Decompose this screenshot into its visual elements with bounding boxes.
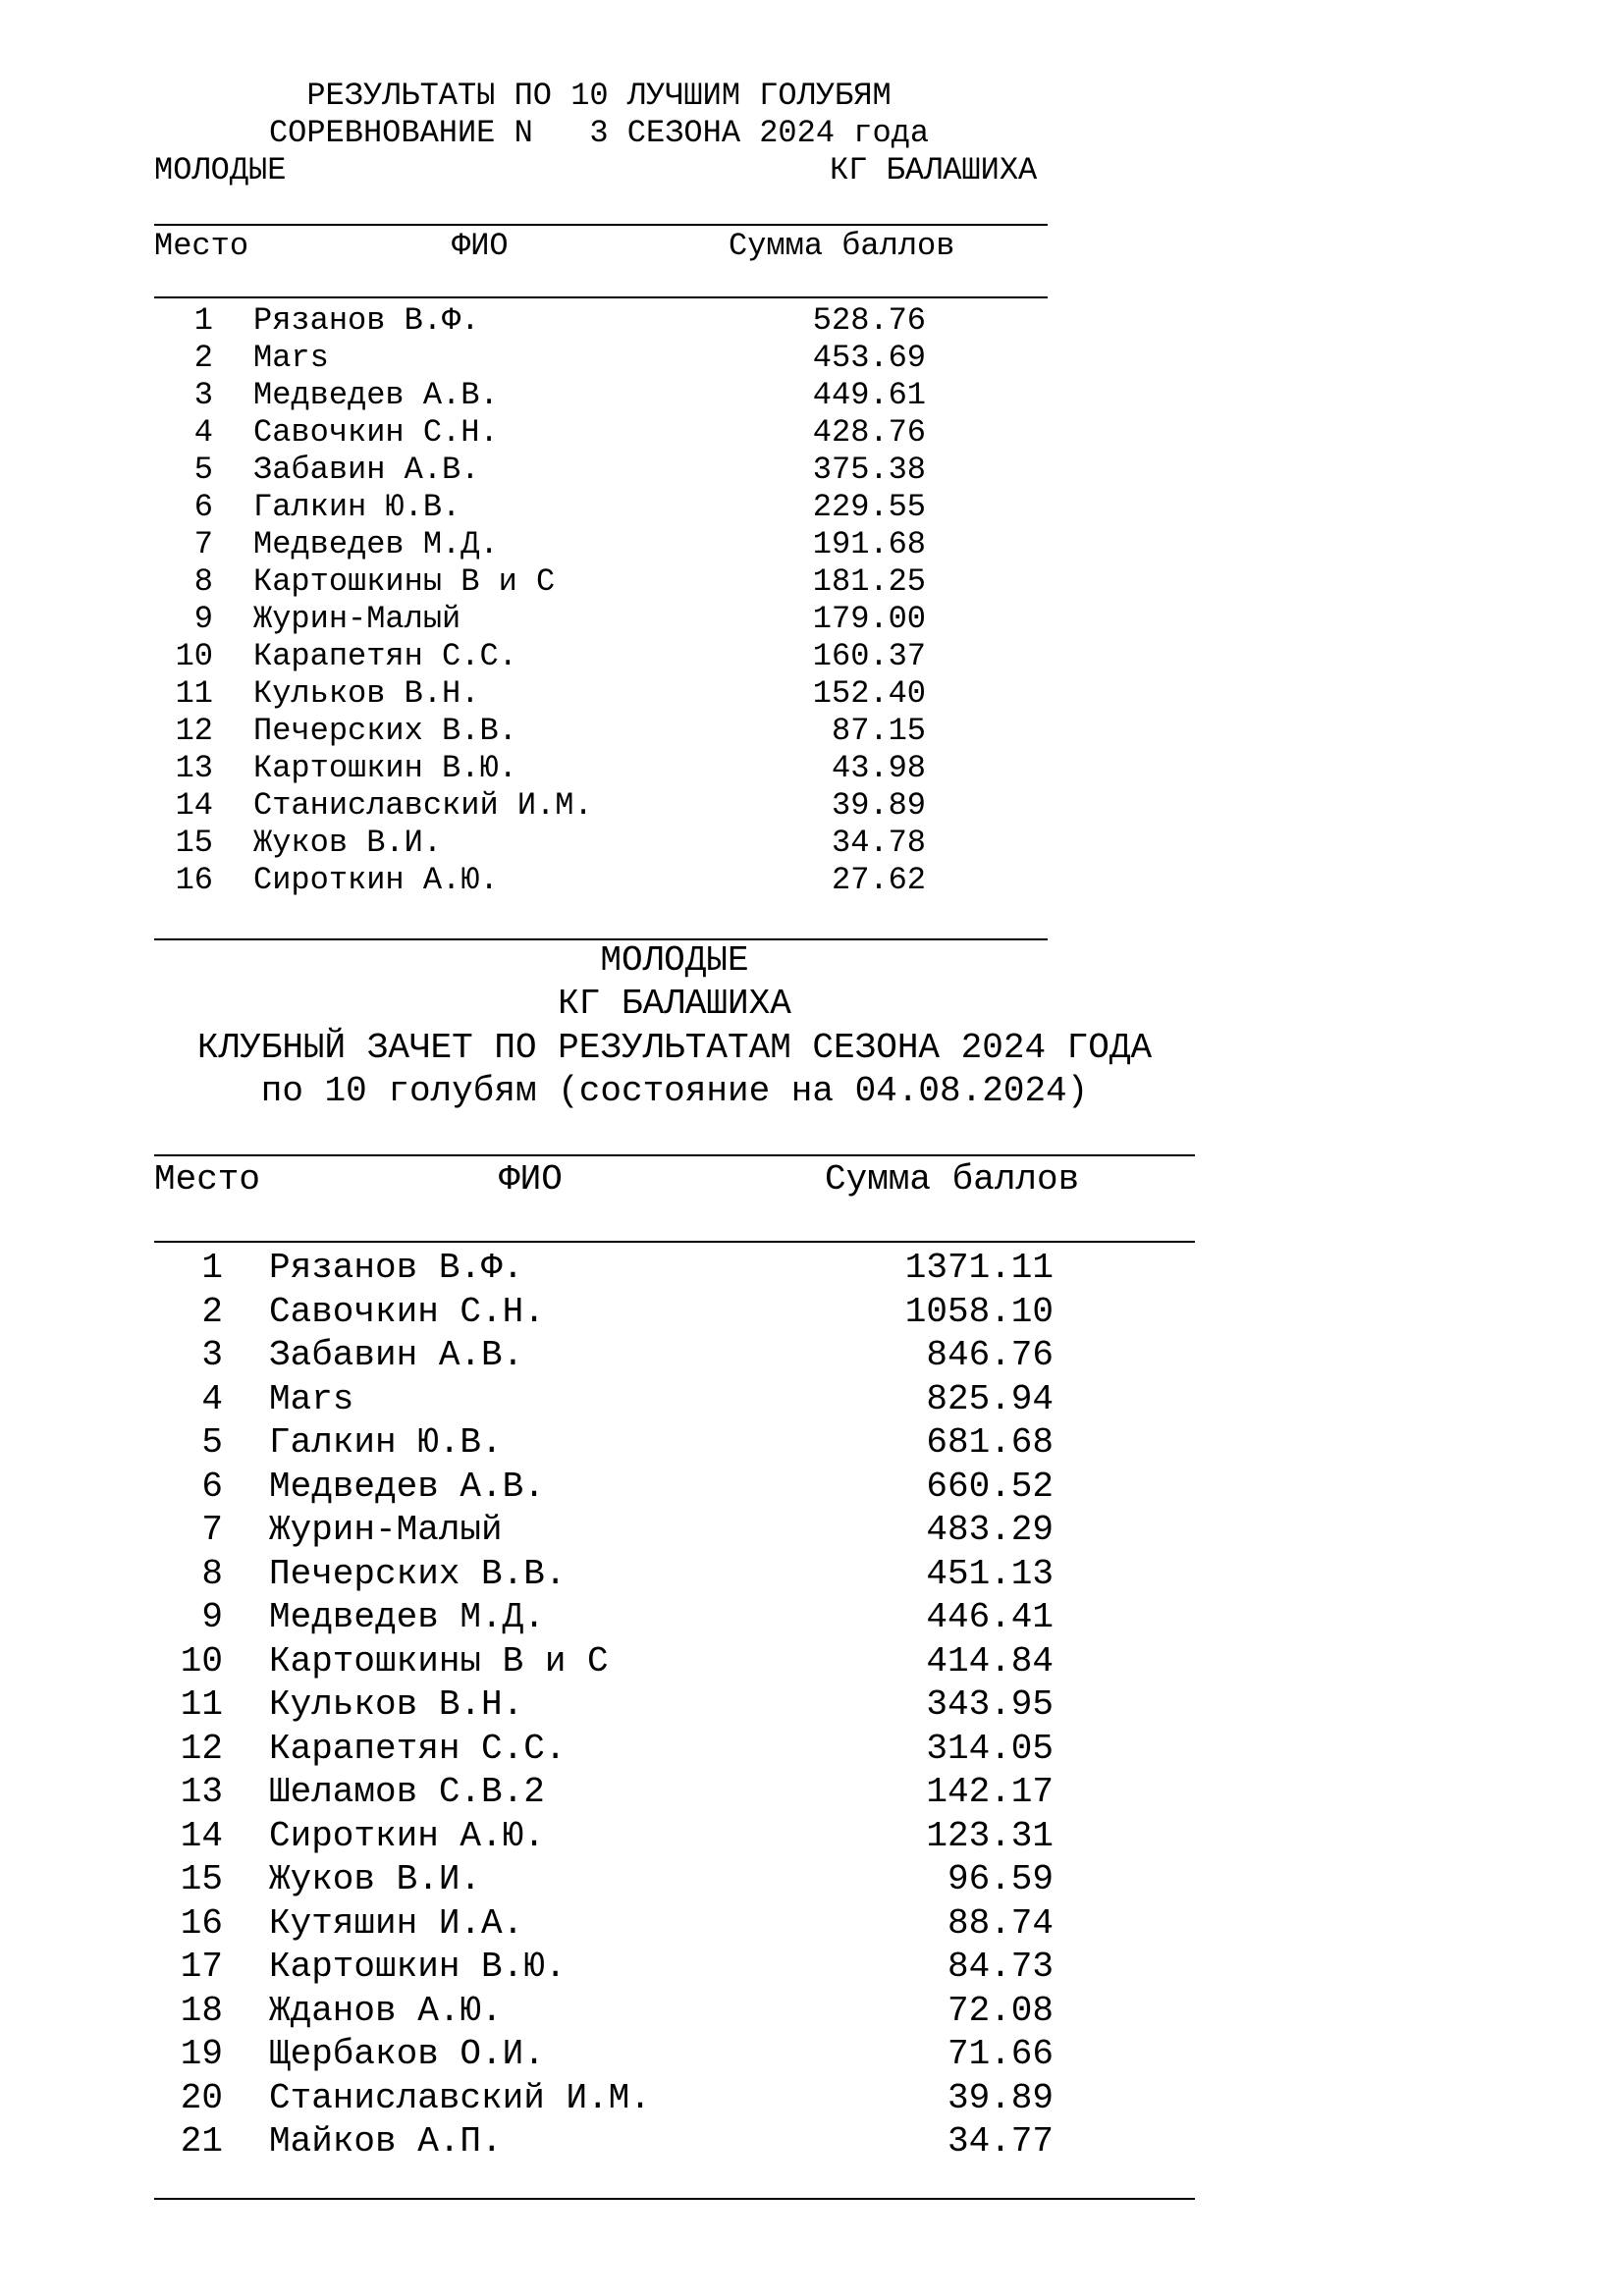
row-score: 88.74 <box>947 1902 1054 1944</box>
row-place: 7 <box>193 526 213 562</box>
section1-header-score: Сумма баллов <box>729 228 955 264</box>
row-name: Савочкин С.Н. <box>269 1291 545 1332</box>
row-score: 528.76 <box>812 302 926 339</box>
row-place: 1 <box>193 302 213 339</box>
row-place: 16 <box>175 862 213 898</box>
row-score: 191.68 <box>812 526 926 562</box>
row-score: 451.13 <box>926 1553 1054 1594</box>
row-place: 6 <box>201 1466 223 1507</box>
section2-title-line2: по 10 голубям (состояние на 04.08.2024) <box>260 1071 1089 1111</box>
row-place: 9 <box>201 1597 223 1637</box>
row-name: Mars <box>253 340 329 376</box>
row-name: Станиславский И.М. <box>253 787 593 824</box>
row-name: Журин-Малый <box>269 1510 503 1550</box>
row-score: 449.61 <box>812 377 926 413</box>
section1-header-bottom-rule <box>154 296 1048 298</box>
row-place: 11 <box>175 675 213 712</box>
row-score: 43.98 <box>831 750 926 786</box>
row-place: 6 <box>193 489 213 525</box>
row-place: 17 <box>180 1947 223 1987</box>
row-place: 13 <box>180 1772 223 1812</box>
row-score: 71.66 <box>947 2034 1054 2074</box>
section1-header-top-rule <box>154 224 1048 226</box>
row-score: 453.69 <box>812 340 926 376</box>
row-score: 343.95 <box>926 1684 1054 1725</box>
row-score: 179.00 <box>812 601 926 637</box>
row-place: 8 <box>193 563 213 600</box>
row-name: Станиславский И.М. <box>269 2077 651 2118</box>
row-name: Кутяшин И.А. <box>269 1902 524 1944</box>
row-name: Кульков В.Н. <box>253 675 480 712</box>
row-place: 8 <box>201 1553 223 1594</box>
row-place: 14 <box>180 1815 223 1856</box>
row-score: 414.84 <box>926 1640 1054 1682</box>
section2-footer-rule <box>154 2198 1195 2200</box>
row-name: Шеламов С.В.2 <box>269 1772 545 1812</box>
row-score: 123.31 <box>926 1815 1054 1856</box>
row-score: 446.41 <box>926 1597 1054 1637</box>
row-name: Сироткин А.Ю. <box>253 862 499 898</box>
row-place: 20 <box>180 2077 223 2118</box>
row-score: 314.05 <box>926 1728 1054 1769</box>
row-score: 660.52 <box>926 1466 1054 1507</box>
row-place: 3 <box>201 1335 223 1375</box>
row-score: 483.29 <box>926 1510 1054 1550</box>
row-place: 19 <box>180 2034 223 2074</box>
row-place: 1 <box>201 1248 223 1288</box>
section2-title-line1: КЛУБНЫЙ ЗАЧЕТ ПО РЕЗУЛЬТАТАМ СЕЗОНА 2024 ГОДА <box>196 1028 1153 1068</box>
row-name: Медведев М.Д. <box>253 526 499 562</box>
row-score: 72.08 <box>947 1990 1054 2031</box>
row-place: 21 <box>180 2121 223 2162</box>
row-place: 3 <box>193 377 213 413</box>
row-name: Печерских В.В. <box>269 1553 567 1594</box>
row-name: Mars <box>269 1378 354 1419</box>
row-place: 4 <box>193 414 213 451</box>
row-place: 11 <box>180 1684 223 1725</box>
row-name: Рязанов В.Ф. <box>269 1248 524 1288</box>
row-place: 4 <box>201 1378 223 1419</box>
section1-header-name: ФИО <box>452 228 509 264</box>
section2-header-place: Место <box>154 1159 261 1200</box>
row-name: Картошкин В.Ю. <box>269 1947 567 1987</box>
section2-header-name: ФИО <box>499 1159 563 1200</box>
row-score: 152.40 <box>812 675 926 712</box>
row-place: 15 <box>180 1859 223 1899</box>
row-score: 229.55 <box>812 489 926 525</box>
row-name: Рязанов В.Ф. <box>253 302 480 339</box>
row-name: Печерских В.В. <box>253 713 517 749</box>
row-name: Картошкин В.Ю. <box>253 750 517 786</box>
row-name: Жданов А.Ю. <box>269 1990 503 2031</box>
row-name: Майков А.П. <box>269 2121 503 2162</box>
row-score: 825.94 <box>926 1378 1054 1419</box>
section1-title-line2: СОРЕВНОВАНИЕ N 3 СЕЗОНА 2024 года <box>268 115 930 151</box>
row-score: 34.77 <box>947 2121 1054 2162</box>
row-score: 846.76 <box>926 1335 1054 1375</box>
row-score: 39.89 <box>831 787 926 824</box>
row-score: 96.59 <box>947 1859 1054 1899</box>
row-score: 27.62 <box>831 862 926 898</box>
row-name: Щербаков О.И. <box>269 2034 545 2074</box>
section1-club: КГ БАЛАШИХА <box>830 152 1038 188</box>
row-place: 9 <box>193 601 213 637</box>
row-score: 1371.11 <box>904 1248 1054 1288</box>
section2-category: МОЛОДЫЕ <box>600 940 749 981</box>
row-name: Галкин Ю.В. <box>253 489 461 525</box>
section1-title-line1: РЕЗУЛЬТАТЫ ПО 10 ЛУЧШИМ ГОЛУБЯМ <box>306 78 892 114</box>
section2-club: КГ БАЛАШИХА <box>558 984 791 1024</box>
row-score: 181.25 <box>812 563 926 600</box>
row-name: Карапетян С.С. <box>269 1728 567 1769</box>
row-name: Кульков В.Н. <box>269 1684 524 1725</box>
section1-category: МОЛОДЫЕ <box>154 152 287 188</box>
row-name: Сироткин А.Ю. <box>269 1815 545 1856</box>
row-score: 375.38 <box>812 452 926 488</box>
row-name: Забавин А.В. <box>269 1335 524 1375</box>
row-name: Журин-Малый <box>253 601 461 637</box>
row-place: 7 <box>201 1510 223 1550</box>
row-name: Забавин А.В. <box>253 452 480 488</box>
row-name: Жуков В.И. <box>269 1859 482 1899</box>
row-score: 1058.10 <box>904 1291 1054 1332</box>
row-place: 5 <box>193 452 213 488</box>
row-score: 87.15 <box>831 713 926 749</box>
row-place: 5 <box>201 1422 223 1463</box>
section2-header-bottom-rule <box>154 1241 1195 1243</box>
row-name: Медведев М.Д. <box>269 1597 545 1637</box>
section2-header-top-rule <box>154 1154 1195 1156</box>
row-name: Медведев А.В. <box>269 1466 545 1507</box>
section1-header-place: Место <box>154 228 249 264</box>
row-name: Савочкин С.Н. <box>253 414 499 451</box>
row-score: 84.73 <box>947 1947 1054 1987</box>
section2-header-score: Сумма баллов <box>825 1159 1080 1200</box>
row-place: 10 <box>175 638 213 674</box>
row-score: 142.17 <box>926 1772 1054 1812</box>
row-place: 12 <box>180 1728 223 1769</box>
row-name: Жуков В.И. <box>253 825 443 861</box>
row-score: 39.89 <box>947 2077 1054 2118</box>
row-place: 15 <box>175 825 213 861</box>
row-place: 16 <box>180 1902 223 1944</box>
row-score: 34.78 <box>831 825 926 861</box>
row-place: 12 <box>175 713 213 749</box>
row-place: 10 <box>180 1640 223 1682</box>
row-name: Картошкины В и С <box>253 563 556 600</box>
row-name: Галкин Ю.В. <box>269 1422 503 1463</box>
row-place: 2 <box>201 1291 223 1332</box>
row-score: 160.37 <box>812 638 926 674</box>
row-place: 18 <box>180 1990 223 2031</box>
row-place: 2 <box>193 340 213 376</box>
row-place: 13 <box>175 750 213 786</box>
row-place: 14 <box>175 787 213 824</box>
row-name: Карапетян С.С. <box>253 638 517 674</box>
row-name: Картошкины В и С <box>269 1640 609 1682</box>
row-score: 428.76 <box>812 414 926 451</box>
row-name: Медведев А.В. <box>253 377 499 413</box>
row-score: 681.68 <box>926 1422 1054 1463</box>
